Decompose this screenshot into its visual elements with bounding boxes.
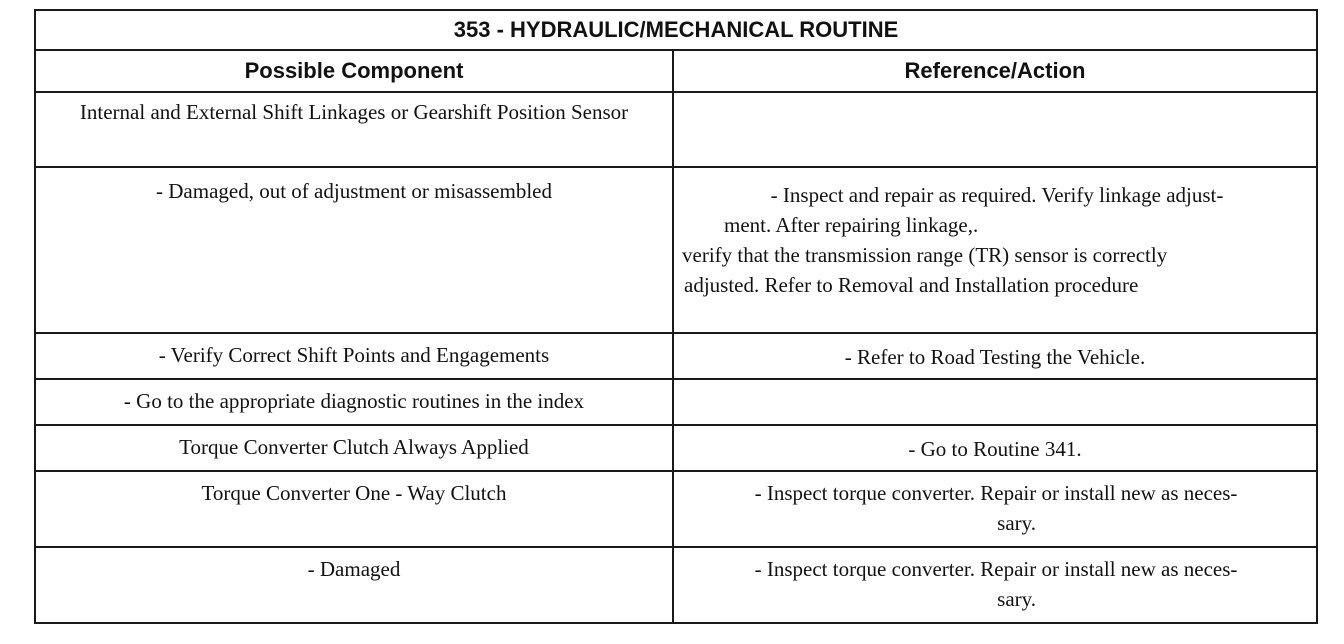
- table-row: [35, 333, 1317, 379]
- component-cell: [35, 167, 673, 333]
- component-cell: [35, 425, 673, 471]
- action-line: ment. After repairing linkage,.: [724, 213, 979, 237]
- action-cell-empty: [673, 379, 1317, 425]
- component-cell: [35, 547, 673, 623]
- action-line: sary.: [997, 511, 1037, 535]
- document-page: [34, 9, 1316, 627]
- action-line: - Inspect and repair as required. Verify linkage adjust-: [770, 183, 1224, 207]
- action-line: adjusted. Refer to Removal and Installation procedure: [684, 273, 1139, 297]
- header-reference-action: Reference/Action: [673, 50, 1317, 92]
- header-possible-component: Possible Component: [35, 50, 673, 92]
- component-text: - Damaged, out of adjustment or misassembled: [156, 179, 552, 203]
- component-text: - Verify Correct Shift Points and Engagements: [158, 343, 550, 367]
- table-row: [35, 167, 1317, 333]
- component-text: - Damaged: [307, 557, 401, 581]
- component-cell: [35, 92, 673, 167]
- table-header-row: [35, 50, 1317, 92]
- component-text: - Go to the appropriate diagnostic routines in the index: [123, 389, 585, 413]
- table-row: [35, 547, 1317, 623]
- component-text: Internal and External Shift Linkages or Gearshift Position Sensor: [79, 100, 629, 124]
- component-text: Torque Converter One - Way Clutch: [201, 481, 507, 505]
- component-cell: [35, 333, 673, 379]
- component-text: Torque Converter Clutch Always Applied: [179, 435, 529, 459]
- hydraulic-mechanical-routine-table: [34, 9, 1318, 624]
- table-title: 353 - HYDRAULIC/MECHANICAL ROUTINE: [35, 10, 1317, 50]
- action-cell: [673, 547, 1317, 623]
- action-cell: [673, 167, 1317, 333]
- table-title-row: [35, 10, 1317, 50]
- table-row: [35, 471, 1317, 547]
- action-line: - Refer to Road Testing the Vehicle.: [844, 345, 1146, 369]
- action-line: - Inspect torque converter. Repair or install new as neces-: [754, 557, 1238, 581]
- action-cell: [673, 333, 1317, 379]
- table-row: [35, 379, 1317, 425]
- component-cell: [35, 471, 673, 547]
- component-cell: [35, 379, 673, 425]
- action-cell: [673, 425, 1317, 471]
- action-line: - Inspect torque converter. Repair or install new as neces-: [754, 481, 1238, 505]
- action-line: verify that the transmission range (TR) sensor is correctly: [682, 243, 1168, 267]
- table-row: [35, 425, 1317, 471]
- action-line: - Go to Routine 341.: [908, 437, 1082, 461]
- action-cell-empty: [673, 92, 1317, 167]
- table-row: [35, 92, 1317, 167]
- action-cell: [673, 471, 1317, 547]
- action-line: sary.: [997, 587, 1037, 611]
